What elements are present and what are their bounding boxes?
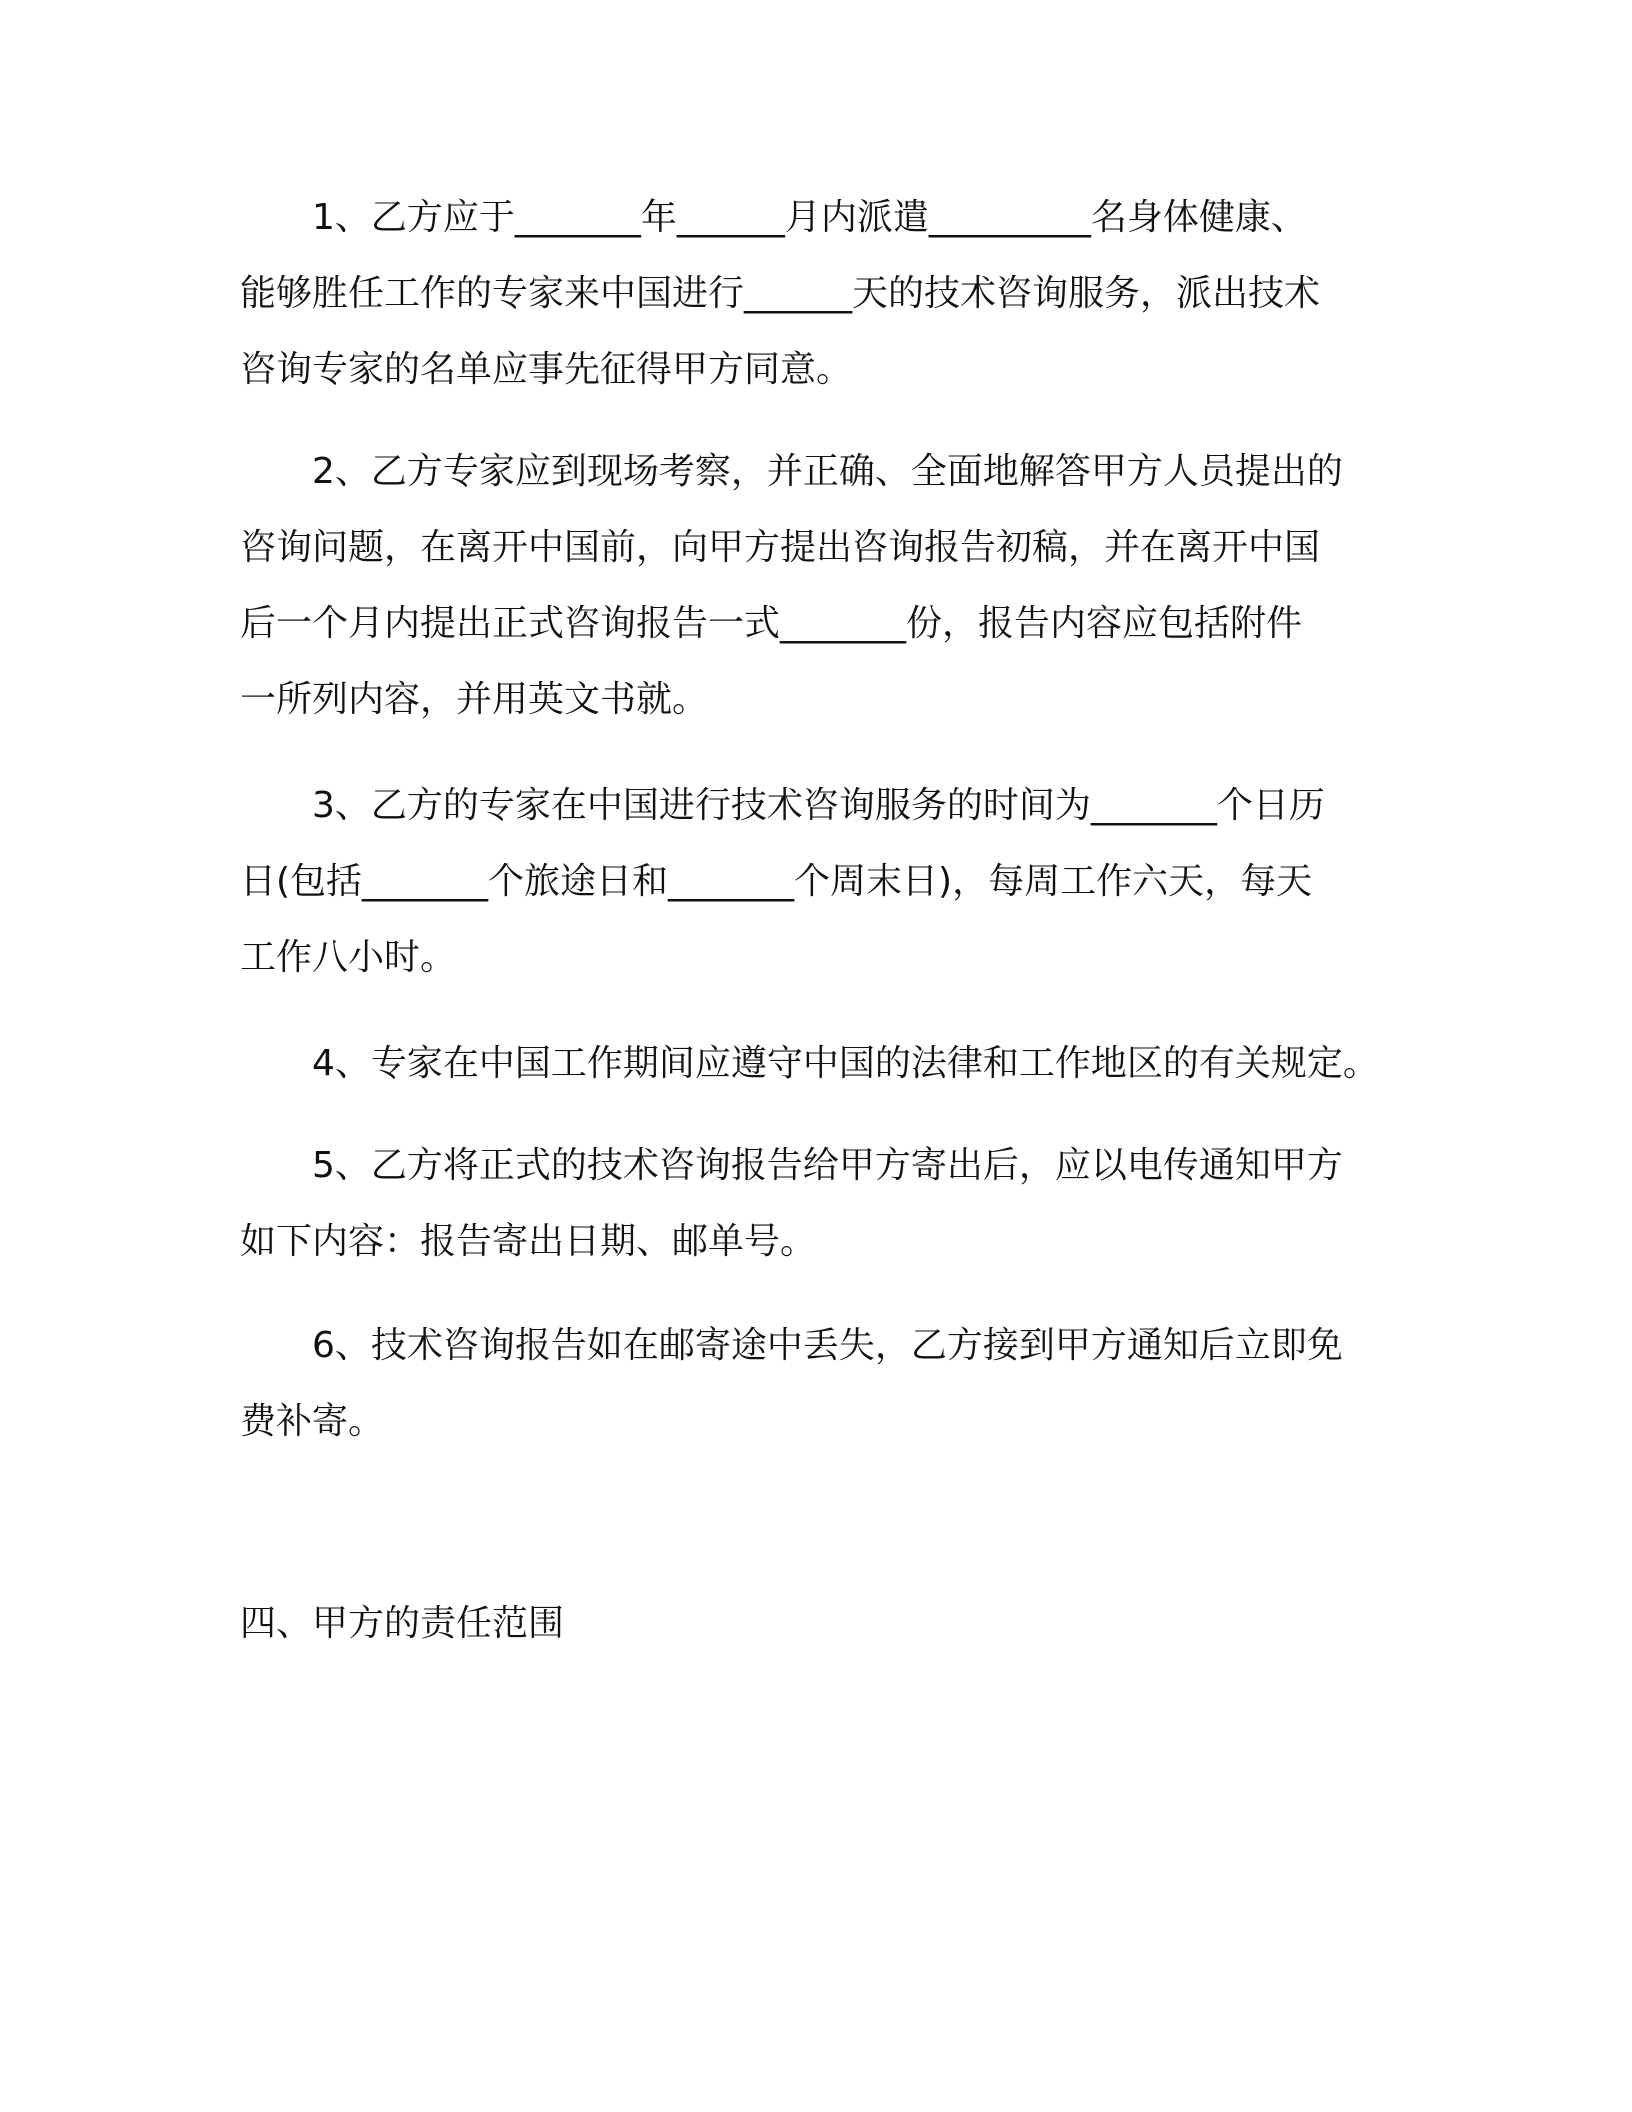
clause-5-line-1: 5、乙方将正式的技术咨询报告给甲方寄出后，应以电传通知甲方	[312, 1145, 1343, 1186]
clause-3-line-2: 日(包括_______个旅途日和_______个周末日)，每周工作六天，每天	[240, 861, 1313, 902]
section-heading: 四、甲方的责任范围	[240, 1603, 565, 1644]
clause-1-line-1: 1、乙方应于_______年______月内派遣_________名身体健康、	[312, 197, 1307, 238]
clause-6-line-1: 6、技术咨询报告如在邮寄途中丢失，乙方接到甲方通知后立即免	[312, 1325, 1343, 1366]
clause-2-line-4: 一所列内容，并用英文书就。	[240, 679, 709, 720]
clause-1-line-2: 能够胜任工作的专家来中国进行______天的技术咨询服务，派出技术	[240, 273, 1321, 314]
clause-2-line-2: 咨询问题，在离开中国前，向甲方提出咨询报告初稿，并在离开中国	[240, 527, 1321, 568]
clause-2-line-3: 后一个月内提出正式咨询报告一式_______份，报告内容应包括附件	[240, 603, 1303, 644]
clause-6-line-2: 费补寄。	[240, 1401, 385, 1442]
clause-5-line-2: 如下内容：报告寄出日期、邮单号。	[240, 1221, 817, 1262]
clause-3-line-3: 工作八小时。	[240, 937, 457, 978]
clause-4-line-1: 4、专家在中国工作期间应遵守中国的法律和工作地区的有关规定。	[312, 1043, 1379, 1084]
clause-3-line-1: 3、乙方的专家在中国进行技术咨询服务的时间为_______个日历	[312, 785, 1325, 826]
clause-1-line-3: 咨询专家的名单应事先征得甲方同意。	[240, 349, 853, 390]
clause-2-line-1: 2、乙方专家应到现场考察，并正确、全面地解答甲方人员提出的	[312, 451, 1343, 492]
